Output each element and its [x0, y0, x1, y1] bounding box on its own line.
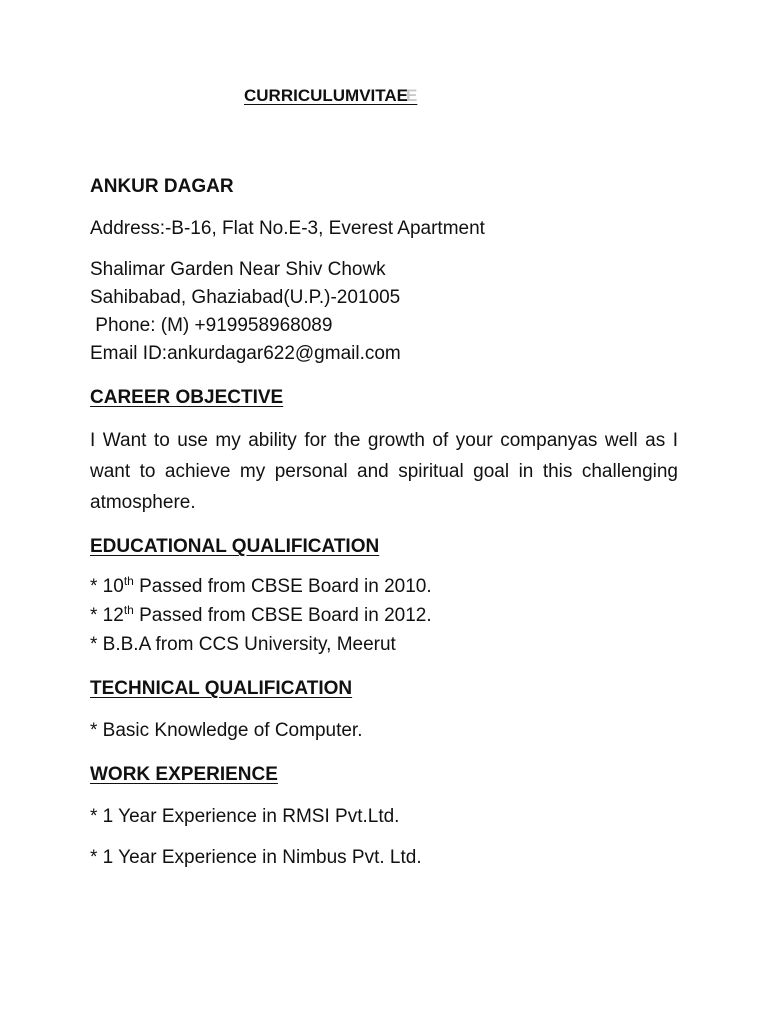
education-item-sup: th — [123, 603, 134, 617]
candidate-name: ANKUR DAGAR — [90, 176, 234, 197]
address-line-1: Address:-B-16, Flat No.E-3, Everest Apartment — [90, 218, 485, 239]
education-item-prefix: * 12 — [90, 605, 124, 626]
email-line: Email ID:ankurdagar622@gmail.com — [90, 343, 401, 364]
document-title-text: CURRICULUMVITAE — [244, 86, 409, 105]
resume-page — [90, 0, 678, 1024]
technical-heading: TECHNICAL QUALIFICATION — [90, 678, 353, 699]
education-item-text: Passed from CBSE Board in 2010. — [133, 576, 432, 597]
address-line-2: Shalimar Garden Near Shiv Chowk — [90, 259, 386, 280]
education-item-text: Passed from CBSE Board in 2012. — [133, 605, 432, 626]
education-item — [90, 573, 432, 601]
work-experience-item: * 1 Year Experience in Nimbus Pvt. Ltd. — [90, 847, 422, 868]
career-objective-text: I Want to use my ability for the growth of your companyas well as I want to achieve my personal and spiritual goal in this challenging atmosphere. — [90, 430, 678, 513]
technical-item: * Basic Knowledge of Computer. — [90, 720, 363, 741]
education-item-prefix: * 10 — [90, 576, 124, 597]
career-objective-heading: CAREER OBJECTIVE — [90, 387, 284, 408]
work-experience-item: * 1 Year Experience in RMSI Pvt.Ltd. — [90, 806, 400, 827]
education-item-sup: th — [123, 574, 134, 588]
education-item-prefix: * B.B.A from CCS University, Meerut — [90, 634, 396, 655]
address-line-3: Sahibabad, Ghaziabad(U.P.)-201005 — [90, 287, 401, 308]
education-item — [90, 631, 396, 659]
work-experience-heading: WORK EXPERIENCE — [90, 764, 278, 785]
document-title — [244, 86, 417, 106]
document-title-ghost-letter: E — [406, 86, 418, 105]
education-item — [90, 602, 432, 630]
phone-line: Phone: (M) +919958968089 — [90, 315, 333, 336]
education-heading: EDUCATIONAL QUALIFICATION — [90, 536, 380, 557]
